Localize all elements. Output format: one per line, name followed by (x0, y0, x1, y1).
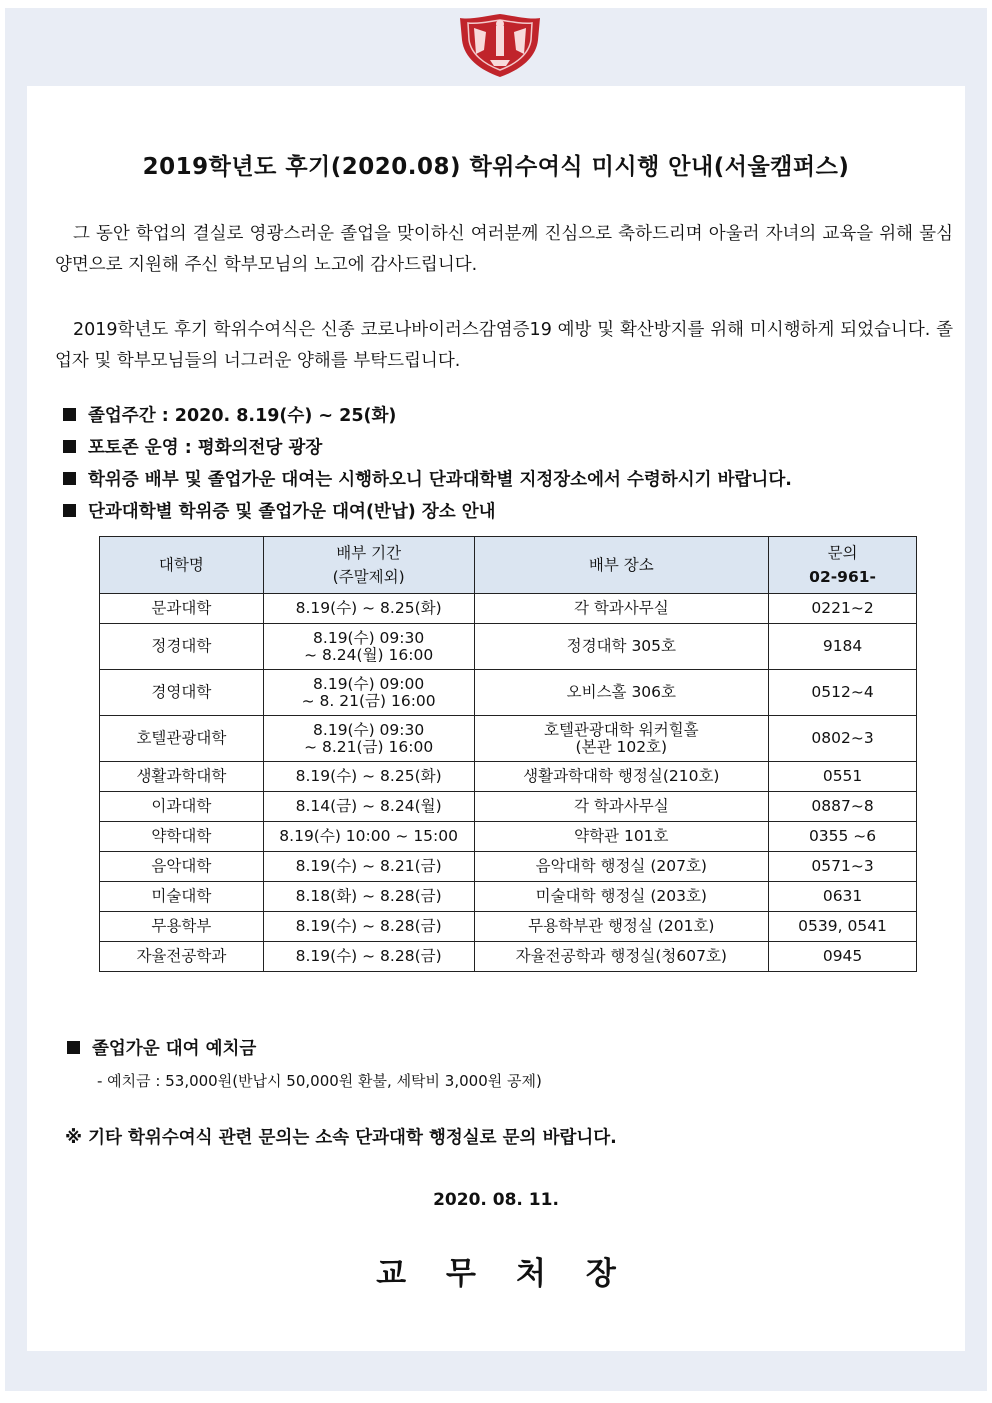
cell-contact: 0887~8 (769, 792, 917, 822)
cell-college: 이과대학 (100, 792, 264, 822)
cell-place: 생활과학대학 행정실(210호) (474, 762, 769, 792)
cell-college: 무용학부 (100, 912, 264, 942)
cell-place: 자율전공학과 행정실(청607호) (474, 942, 769, 972)
cell-contact: 0945 (769, 942, 917, 972)
cell-place: 음악대학 행정실 (207호) (474, 852, 769, 882)
cell-period: 8.19(수) 09:00 ~ 8. 21(금) 16:00 (263, 670, 474, 716)
cell-contact: 0355 ~6 (769, 822, 917, 852)
cell-contact: 0571~3 (769, 852, 917, 882)
table-row (100, 942, 917, 972)
notice-document (27, 86, 965, 1351)
cell-place: 오비스홀 306호 (474, 670, 769, 716)
header-place: 배부 장소 (474, 537, 769, 594)
cell-place: 미술대학 행정실 (203호) (474, 882, 769, 912)
frame-right (987, 0, 992, 1403)
cell-college: 문과대학 (100, 594, 264, 624)
cell-contact: 0512~4 (769, 670, 917, 716)
header-period: 배부 기간 (주말제외) (263, 537, 474, 594)
frame-bottom (0, 1391, 992, 1403)
announcement-text: 2019학년도 후기 학위수여식은 신종 코로나바이러스감염증19 예방 및 확산방지를 위해 미시행하게 되었습니다. 졸업자 및 학부모님들의 너그러운 양해를 부탁드립니다. (55, 320, 953, 371)
cell-contact: 0802~3 (769, 716, 917, 762)
cell-period: 8.18(화) ~ 8.28(금) (263, 882, 474, 912)
cell-college: 생활과학대학 (100, 762, 264, 792)
square-bullet-icon (67, 1041, 80, 1054)
notice-title: 2019학년도 후기(2020.08) 학위수여식 미시행 안내(서울캠퍼스) (142, 154, 850, 180)
cell-place: 무용학부관 행정실 (201호) (474, 912, 769, 942)
cell-college: 미술대학 (100, 882, 264, 912)
cell-place: 호텔관광대학 워커힐홀 (본관 102호) (474, 716, 769, 762)
header-contact: 문의 02-961- (769, 537, 917, 594)
cell-contact: 0539, 0541 (769, 912, 917, 942)
cell-contact: 0631 (769, 882, 917, 912)
cell-college: 호텔관광대학 (100, 716, 264, 762)
square-bullet-icon (63, 472, 76, 485)
table-row (100, 670, 917, 716)
cell-college: 경영대학 (100, 670, 264, 716)
table-row (100, 594, 917, 624)
table-row (100, 822, 917, 852)
square-bullet-icon (63, 408, 76, 421)
cell-period: 8.19(수) ~ 8.25(화) (263, 594, 474, 624)
cell-period: 8.19(수) ~ 8.21(금) (263, 852, 474, 882)
square-bullet-icon (63, 504, 76, 517)
cell-contact: 0551 (769, 762, 917, 792)
frame-left (0, 0, 5, 1403)
cell-period: 8.19(수) ~ 8.28(금) (263, 912, 474, 942)
bullet-diploma-distribution: 학위증 배부 및 졸업가운 대여는 시행하오니 단과대학별 지정장소에서 수령하시기 바랍니다. (63, 464, 963, 496)
header-college: 대학명 (100, 537, 264, 594)
cell-college: 정경대학 (100, 624, 264, 670)
table-row (100, 912, 917, 942)
table-row (100, 762, 917, 792)
bullet-location-guide: 단과대학별 학위증 및 졸업가운 대여(반납) 장소 안내 (63, 496, 963, 528)
table-header-row (100, 537, 917, 594)
cell-period: 8.19(수) 10:00 ~ 15:00 (263, 822, 474, 852)
cell-period: 8.19(수) 09:30 ~ 8.21(금) 16:00 (263, 716, 474, 762)
inquiry-note: ※ 기타 학위수여식 관련 문의는 소속 단과대학 행정실로 문의 바랍니다. (65, 1128, 617, 1148)
distribution-table (99, 536, 917, 972)
cell-place: 각 학과사무실 (474, 792, 769, 822)
table-row (100, 624, 917, 670)
bullet-photo-zone: 포토존 운영 : 평화의전당 광장 (63, 432, 963, 464)
cell-period: 8.19(수) 09:30 ~ 8.24(월) 16:00 (263, 624, 474, 670)
table-row (100, 852, 917, 882)
table-row (100, 792, 917, 822)
signer-office: 교무처장 (376, 1256, 656, 1292)
cell-place: 정경대학 305호 (474, 624, 769, 670)
greeting-paragraph (55, 219, 953, 281)
frame-top (0, 0, 992, 8)
square-bullet-icon (63, 440, 76, 453)
deposit-detail: - 예치금 : 53,000원(반납시 50,000원 환불, 세탁비 3,000원 공제) (97, 1072, 542, 1090)
greeting-text: 그 동안 학업의 결실로 영광스러운 졸업을 맞이하신 여러분께 진심으로 축하드리며 아울러 자녀의 교육을 위해 물심양면으로 지원해 주신 학부모님의 노고에 감사드립니다. (55, 224, 953, 275)
cell-period: 8.14(금) ~ 8.24(월) (263, 792, 474, 822)
cell-contact: 0221~2 (769, 594, 917, 624)
table-row (100, 716, 917, 762)
cell-period: 8.19(수) ~ 8.28(금) (263, 942, 474, 972)
cell-contact: 9184 (769, 624, 917, 670)
cell-place: 각 학과사무실 (474, 594, 769, 624)
cell-college: 약학대학 (100, 822, 264, 852)
cell-period: 8.19(수) ~ 8.25(화) (263, 762, 474, 792)
issue-date: 2020. 08. 11. (433, 1190, 559, 1210)
cell-college: 자율전공학과 (100, 942, 264, 972)
table-row (100, 882, 917, 912)
university-emblem-icon (454, 10, 546, 80)
cell-college: 음악대학 (100, 852, 264, 882)
cell-place: 약학관 101호 (474, 822, 769, 852)
announcement-paragraph (55, 315, 953, 377)
deposit-heading: 졸업가운 대여 예치금 (67, 1035, 256, 1060)
bullet-list (63, 400, 963, 528)
bullet-graduation-week: 졸업주간 : 2020. 8.19(수) ~ 25(화) (63, 400, 963, 432)
